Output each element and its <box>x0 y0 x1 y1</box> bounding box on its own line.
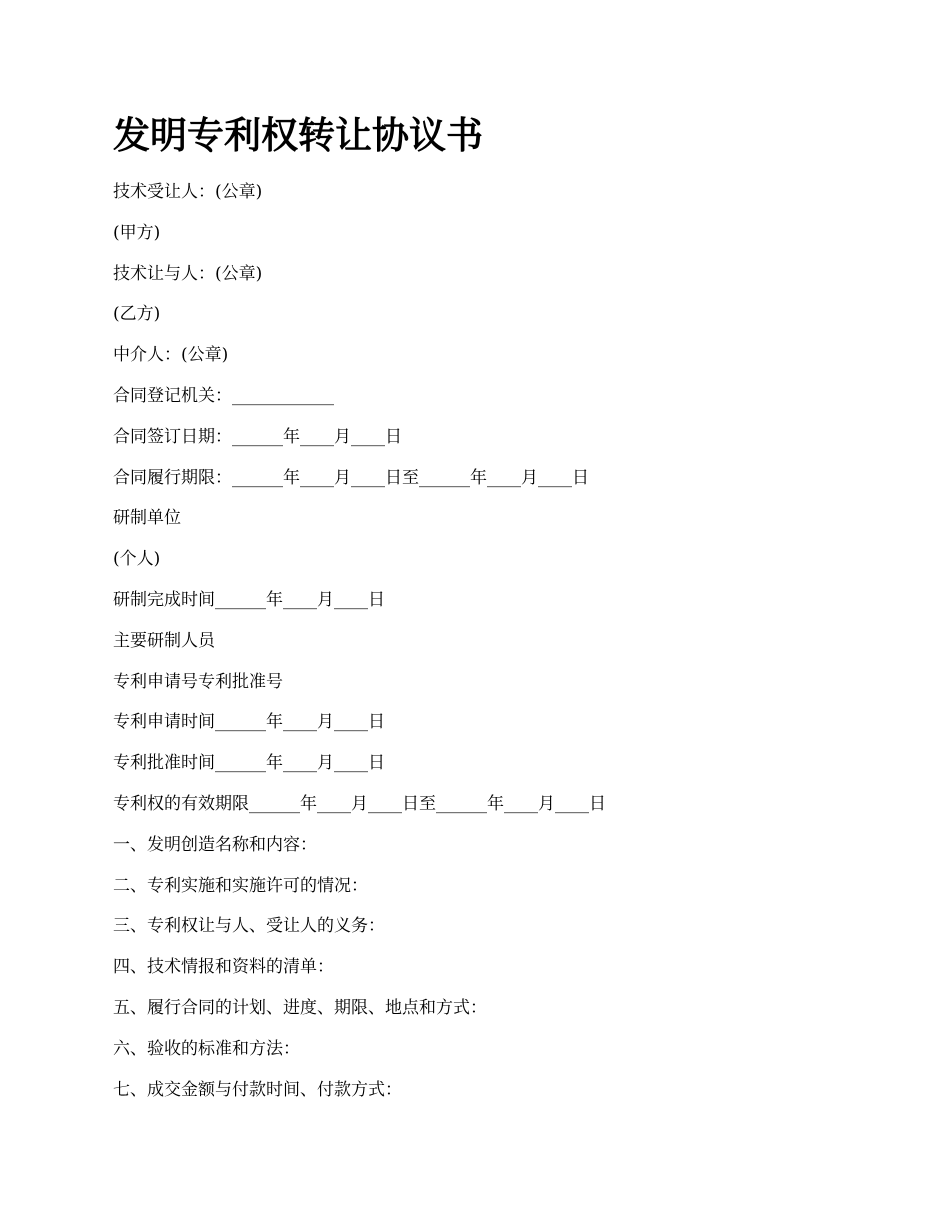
section-3: 三、专利权让与人、受让人的义务： <box>113 916 385 937</box>
section-6: 六、验收的标准和方法： <box>113 1038 300 1059</box>
section-1: 一、发明创造名称和内容： <box>113 834 317 855</box>
line-development-completion-time: 研制完成时间______年____月____日 <box>113 589 385 610</box>
line-individual: (个人) <box>113 549 161 570</box>
line-transferor: 技术让与人：(公章) <box>113 263 263 284</box>
line-party-b: (乙方) <box>113 304 161 325</box>
section-2: 二、专利实施和实施许可的情况： <box>113 875 368 896</box>
document-body <box>113 178 606 1116</box>
line-performance-period: 合同履行期限：______年____月____日至______年____月____日 <box>113 467 589 488</box>
line-patent-validity-period: 专利权的有效期限______年____月____日至______年____月____日 <box>113 793 606 814</box>
document-title: 发明专利权转让协议书 <box>113 113 483 157</box>
line-signing-date: 合同签订日期：______年____月____日 <box>113 426 402 447</box>
line-transferee: 技术受让人：(公章) <box>113 182 263 202</box>
section-7: 七、成交金额与付款时间、付款方式： <box>113 1079 402 1100</box>
line-intermediary: 中介人：(公章) <box>113 345 229 366</box>
line-developer-unit: 研制单位 <box>113 508 181 529</box>
line-patent-approval-time: 专利批准时间______年____月____日 <box>113 753 385 774</box>
line-party-a: (甲方) <box>113 222 161 243</box>
line-patent-application-time: 专利申请时间______年____月____日 <box>113 712 385 733</box>
line-patent-numbers: 专利申请号专利批准号 <box>113 671 283 692</box>
line-registration-authority: 合同登记机关：____________ <box>113 385 334 406</box>
line-main-developers: 主要研制人员 <box>113 630 215 651</box>
section-5: 五、履行合同的计划、进度、期限、地点和方式： <box>113 997 487 1018</box>
section-4: 四、技术情报和资料的清单： <box>113 957 334 978</box>
